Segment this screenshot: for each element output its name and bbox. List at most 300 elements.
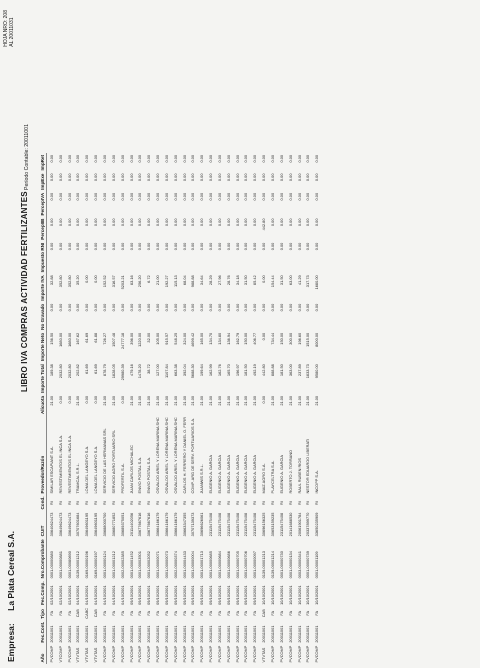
table-cell: 0.00 [163,154,169,163]
table-cell: 23115475408 [234,512,240,537]
table-row [47,153,56,664]
table-cell: 04/10/2001 [101,585,107,605]
table-cell: COMP. ARG DE SERV. PORTUARIOS S.A. [190,417,196,494]
table-cell: FA [119,610,125,616]
table-cell: 0.00 [252,154,258,163]
table-cell: 0.00 [181,303,187,312]
table-cell: 20011001 [252,625,258,643]
table-cell: 162.79 [234,332,240,345]
table-cell: 878.79 [101,364,107,377]
table-cell: 0.00 [172,154,178,163]
table-cell: 0.00 [216,303,222,312]
table-cell: 20011001 [270,625,276,643]
table-cell: 0.00 [305,173,311,182]
table-cell: RI [261,501,267,505]
table-cell: 0.00 [261,154,267,163]
table-cell: 10/10/2001 [305,585,311,605]
table-cell: CAB [261,609,267,618]
table-cell: 0001-00000071 [155,551,161,579]
table-cell: 0.00 [57,192,63,201]
table-cell: 0.00 [225,154,231,163]
table-cell: 0.00 [128,154,134,163]
table-cell: CAB [93,609,99,618]
table-cell: 134.70 [208,332,214,345]
table-cell: 0.00 [84,395,90,404]
table-cell: FA [208,610,214,616]
ledger-table [38,153,321,664]
table-cell: 0001-00000705 [234,551,240,579]
table-cell: 0.00 [163,173,169,182]
table-header-row [38,153,47,664]
table-row [224,153,233,664]
table-cell: 0.00 [278,192,284,201]
table-cell: 0.00 [66,218,72,227]
table-cell: 20011001 [305,625,311,643]
table-cell: 167.62 [75,332,81,345]
table-cell: 10/10/2001 [278,585,284,605]
table-cell: 09/10/2001 [128,585,134,605]
table-cell: 0001-00000097 [252,551,258,579]
table-cell: 0.00 [252,173,258,182]
table-cell: 9580.00 [314,364,320,379]
table-cell: FA [137,610,143,616]
column-header: PercepIIB [39,218,45,240]
table-cell: FA [243,610,249,616]
table-cell: 0.00 [296,218,302,227]
table-cell: 0.00 [208,173,214,182]
table-cell: FA [66,610,72,616]
table-cell: 30689375051 [119,512,125,537]
table-cell: CAB [75,609,81,618]
table-cell: 32.88 [48,275,54,286]
accounting-period: Período Contable: 20011001 [24,124,30,190]
table-cell: 0.00 [208,192,214,201]
table-cell: 0139-00001212 [75,551,81,579]
table-cell: ENVIO POSTAL S.A. [146,456,152,494]
table-cell: 0.00 [296,303,302,312]
table-cell: 09/10/2001 [199,585,205,605]
table-cell: 21.00 [296,395,302,406]
table-cell: 0.00 [314,303,320,312]
column-header: Impuesto RNI [39,242,45,273]
table-cell: VTCOMP [57,645,63,663]
table-cell: 0.00 [66,173,72,182]
table-cell: 10/10/2001 [314,585,320,605]
table-cell: 21.00 [190,395,196,406]
table-cell: 0.00 [146,154,152,163]
table-cell: 1680.00 [57,332,63,347]
table-cell: FA [101,610,107,616]
table-cell: 0.00 [110,242,116,251]
table-cell: 20011001 [128,625,134,643]
table-cell: 0.00 [101,154,107,163]
table-cell: 0.00 [208,303,214,312]
table-cell: 20114402056 [128,512,134,537]
table-cell: PVCOMP [252,645,258,663]
table-cell: 21.00 [155,275,161,286]
table-cell: 0.00 [172,303,178,312]
table-cell: 20011001 [146,625,152,643]
table-cell: 04/10/2001 [75,585,81,605]
table-cell: 20011001 [155,625,161,643]
table-row [197,153,206,664]
table-cell: 0001-00000686 [225,551,231,579]
table-row [100,153,109,664]
table-cell: 0.00 [208,154,214,163]
column-header: Cond. [39,496,45,510]
table-cell: 09/10/2001 [181,585,187,605]
table-cell: 0.00 [181,192,187,201]
table-cell: 0.00 [110,173,116,182]
table-cell: 0.00 [128,192,134,201]
table-cell: 0.00 [163,192,169,201]
column-header: Fec.Cont. [39,621,45,643]
table-cell: PVCOMP [128,645,134,663]
table-cell: 09/10/2001 [234,585,240,605]
table-cell: 0001-00004433 [181,551,187,579]
table-cell: 20011001 [163,625,169,643]
table-cell: 30640624473 [48,512,54,537]
table-cell: 0.00 [110,218,116,227]
table-cell: 04/10/2001 [119,585,125,605]
table-cell: 0.00 [314,218,320,227]
table-cell: 316.57 [110,275,116,288]
table-cell: 0.00 [270,154,276,163]
table-cell: 21.00 [287,395,293,406]
table-cell: RI [296,501,302,505]
table-cell: 20141688530 [287,512,293,537]
table-cell: 0.00 [48,192,54,201]
table-cell: 0.00 [137,242,143,251]
company-header [6,531,16,662]
table-cell: 0.00 [48,242,54,251]
table-cell: RI [287,501,293,505]
table-cell: 0.00 [110,154,116,163]
table-cell: 0.00 [278,303,284,312]
table-cell: 115.13 [172,275,178,287]
table-cell: 20011001 [75,625,81,643]
table-cell: 20011001 [234,625,240,643]
table-row [242,153,251,664]
table-cell: 30680771852 [110,512,116,537]
column-header: PercepIVA [39,192,45,216]
table-cell: 0.00 [296,173,302,182]
table-cell: FA [181,610,187,616]
table-cell: RI [252,501,258,505]
table-cell: FA [270,610,276,616]
table-cell: SERVICIO DE LAS HERMANAS SRL [101,428,107,494]
table-cell: 0.00 [216,242,222,251]
table-cell: 0.00 [137,173,143,182]
table-cell: 21.00 [270,395,276,406]
column-header: No Gravado [39,303,45,330]
table-cell: 0001-00001452 [128,551,134,579]
table-cell: 04/10/2001 [110,585,116,605]
table-cell: 02/10/2001 [66,585,72,605]
table-row [118,153,127,664]
table-row [206,153,215,664]
table-cell: 0.00 [181,173,187,182]
table-cell: 30649601195 [84,512,90,537]
table-cell: 09/10/2001 [172,585,178,605]
table-cell: 61.69 [84,332,90,343]
table-cell: 0.00 [146,173,152,182]
table-cell: 888.88 [270,364,276,377]
table-cell: 0.00 [57,154,63,163]
table-cell: 0.00 [225,173,231,182]
table-cell: PVCOMP [305,645,311,663]
table-cell: 0.00 [137,218,143,227]
table-cell: 4699.42 [190,332,196,347]
table-cell: OSVALDO ARIEL Y LORENA MARINA SHC [163,417,169,494]
table-cell: 105.00 [155,332,161,345]
table-cell: 20011001 [296,625,302,643]
table-cell: 09/10/2001 [155,585,161,605]
table-row [250,153,259,664]
table-cell: 0.00 [110,303,116,312]
table-cell: INCOPP S.A. [314,470,320,494]
table-cell: PVCOMP [146,645,152,663]
table-cell: 20011001 [172,625,178,643]
table-cell: 0001-00002052 [146,551,152,579]
table-cell: 09/10/2001 [190,585,196,605]
table-cell: REVESTIMIENTOS EL INCA S.A. [66,434,72,494]
table-cell: FA [48,610,54,616]
table-cell: 150.00 [278,332,284,345]
table-cell: 21.00 [225,395,231,406]
table-cell: FA [172,610,178,616]
table-cell: 20011001 [190,625,196,643]
table-cell: 2032.80 [57,364,63,379]
table-cell: 21.00 [137,395,143,406]
table-cell: RI [155,501,161,505]
table-cell: 0.00 [48,173,54,182]
table-cell: 0.00 [305,154,311,163]
table-cell: 20011001 [314,625,320,643]
table-cell: 0.00 [172,218,178,227]
table-cell: 0139-00001214 [270,551,276,579]
table-cell: ROBERTO J. TORRANO [287,449,293,494]
table-cell: RI [234,501,240,505]
table-cell: 0.00 [216,192,222,201]
table-cell: PVCOMP [208,645,214,663]
table-cell: PVCOMP [110,645,116,663]
table-cell: RI [57,501,63,505]
table-cell: 199.64 [199,364,205,377]
table-cell: 0001-00000880 [48,551,54,579]
table-cell: 21.00 [75,395,81,406]
table-cell: REVESTIMIENTOS EL INCA S.A. [57,434,63,494]
table-cell: 30696626061 [199,512,205,537]
table-cell: FA [110,610,116,616]
table-cell: 0001-00001109 [314,551,320,579]
table-cell: 0.00 [216,218,222,227]
table-cell: 0002-00002385 [119,551,125,579]
table-cell: 915.57 [163,332,169,345]
table-cell: 162.99 [208,364,214,377]
table-cell: 0.00 [234,154,240,163]
table-cell: 0.00 [84,218,90,227]
table-cell: 0001-00001212 [110,551,116,579]
column-header: Alícuota [39,395,45,415]
table-cell: 392.04 [181,364,187,377]
table-cell: 134.80 [216,332,222,345]
table-cell: 0.00 [75,303,81,312]
table-cell: 0.00 [66,303,72,312]
table-cell: 30688000700 [101,512,107,537]
table-cell: 0.00 [234,192,240,201]
table-cell: 0001-00000881 [57,551,63,579]
table-cell: 0.00 [261,242,267,251]
table-cell: 0.00 [296,242,302,251]
table-cell: 0001-00000134 [287,551,293,579]
table-cell: SERVICIO AGRO PORTUARIO SRL [110,429,116,494]
table-cell: 0.00 [190,173,196,182]
table-cell: 0.00 [75,218,81,227]
table-cell: 0.00 [278,242,284,251]
table-cell: 30677667616 [146,512,152,537]
table-cell: PVCOMP [119,645,125,663]
table-cell: 0.00 [287,192,293,201]
table-cell: 0.00 [261,173,267,182]
table-cell: 0.00 [119,395,125,404]
table-cell: 21.00 [305,395,311,406]
table-cell: FA [296,610,302,616]
table-cell: 162.76 [216,364,222,377]
table-cell: PVCOMP [278,645,284,663]
table-cell: PVCOMP [163,645,169,663]
table-cell: 0.00 [75,173,81,182]
table-cell: 33650235909 [314,512,320,537]
table-cell: 0.00 [234,303,240,312]
table-cell: 0.00 [93,154,99,163]
table-cell: 0.00 [243,218,249,227]
table-cell: 0001-00080690 [66,551,72,579]
column-header: Nro.Comprobante [39,539,45,579]
table-cell: 181.50 [243,364,249,377]
table-cell: RI [243,501,249,505]
table-cell: EUGENIO A. GARCIA [234,455,240,494]
table-cell: 20011001 [225,625,231,643]
table-cell: 0.00 [305,192,311,201]
table-cell: 20011001 [57,625,63,643]
table-row [259,153,268,664]
table-cell: 20011001 [101,625,107,643]
table-cell: 0.00 [137,154,143,163]
table-cell: RI [119,501,125,505]
table-row [82,153,91,664]
table-cell: 0001-00000004 [190,551,196,579]
table-cell: 317.73 [305,275,311,288]
table-cell: 396.00 [128,332,134,345]
table-cell: 0.00 [199,173,205,182]
table-cell: 0.00 [287,242,293,251]
table-cell: 0.00 [110,192,116,201]
table-cell: 0.00 [155,173,161,182]
table-cell: 21.00 [181,395,187,406]
table-cell: 0.00 [287,303,293,312]
table-cell: 0.00 [190,154,196,163]
table-cell: PVCOMP [181,645,187,663]
table-cell: 300.00 [287,332,293,345]
table-cell: 492.19 [252,364,258,377]
table-cell: 23115475408 [252,512,258,537]
column-header: Importe IVA [39,275,45,301]
table-cell: 0.00 [93,242,99,251]
table-cell: 20011001 [93,625,99,643]
table-cell: RI [314,501,320,505]
table-cell: 20011001 [48,625,54,643]
table-cell: 0.00 [93,192,99,201]
table-cell: 20011001 [110,625,116,643]
table-cell: 30649624473 [57,512,63,537]
table-cell: LOMA DEL LANGEYO S.A. [84,445,90,494]
table-cell: 27.96 [216,275,222,286]
table-cell: FA [216,610,222,616]
table-cell: 0.00 [252,218,258,227]
table-cell: 0001-00000685 [208,551,214,579]
table-row [295,153,304,664]
table-cell: 0.00 [199,154,205,163]
table-cell: 154.44 [270,275,276,288]
table-cell: 31.50 [278,275,284,286]
table-cell: 0.00 [146,242,152,251]
table-cell: 32.00 [146,332,152,343]
table-cell: 0001-00000124 [101,551,107,579]
table-cell: 0.00 [57,303,63,312]
table-cell: 0.00 [225,218,231,227]
table-cell: 28.29 [208,275,214,286]
table-cell: 0.00 [146,303,152,312]
table-cell: 0.00 [101,192,107,201]
table-row [233,153,242,664]
table-cell: 68.04 [181,275,187,286]
table-cell: PVCOMP [137,645,143,663]
table-cell: PVCOMP [199,645,205,663]
table-cell: 28.76 [225,275,231,286]
table-cell: 0.00 [287,218,293,227]
table-cell: 0.00 [261,192,267,201]
table-cell: 0.00 [119,154,125,163]
table-cell: FA [146,610,152,616]
table-cell: 0.00 [199,303,205,312]
table-cell: 0.00 [314,192,320,201]
table-cell: PVCOMP [243,645,249,663]
table-row [153,153,162,664]
table-cell: 0.00 [84,192,90,201]
table-cell: 0.00 [305,303,311,312]
table-cell: 548.25 [172,332,178,345]
table-cell: FA [287,610,293,616]
table-cell: OSVALDO ARIEL Y LORENA MARINA SHC [155,417,161,494]
table-cell: RI [146,501,152,505]
table-cell: EUGENIO A. GARCIA [252,455,258,494]
table-cell: 0.00 [66,242,72,251]
table-cell: 0.00 [93,395,99,404]
table-cell: VTVTAS [261,647,267,663]
table-cell: 30664166179 [172,512,178,537]
table-cell: 0.00 [314,154,320,163]
table-cell: 0.00 [190,218,196,227]
table-row [74,153,83,664]
table-cell: 21.00 [199,395,205,406]
table-cell: FA [252,610,258,616]
table-cell: 0.00 [163,218,169,227]
table-cell: 0.00 [172,242,178,251]
table-row [127,153,136,664]
table-cell: 30707601684 [75,512,81,537]
table-cell: EUGENIO A. GARCIA [216,455,222,494]
